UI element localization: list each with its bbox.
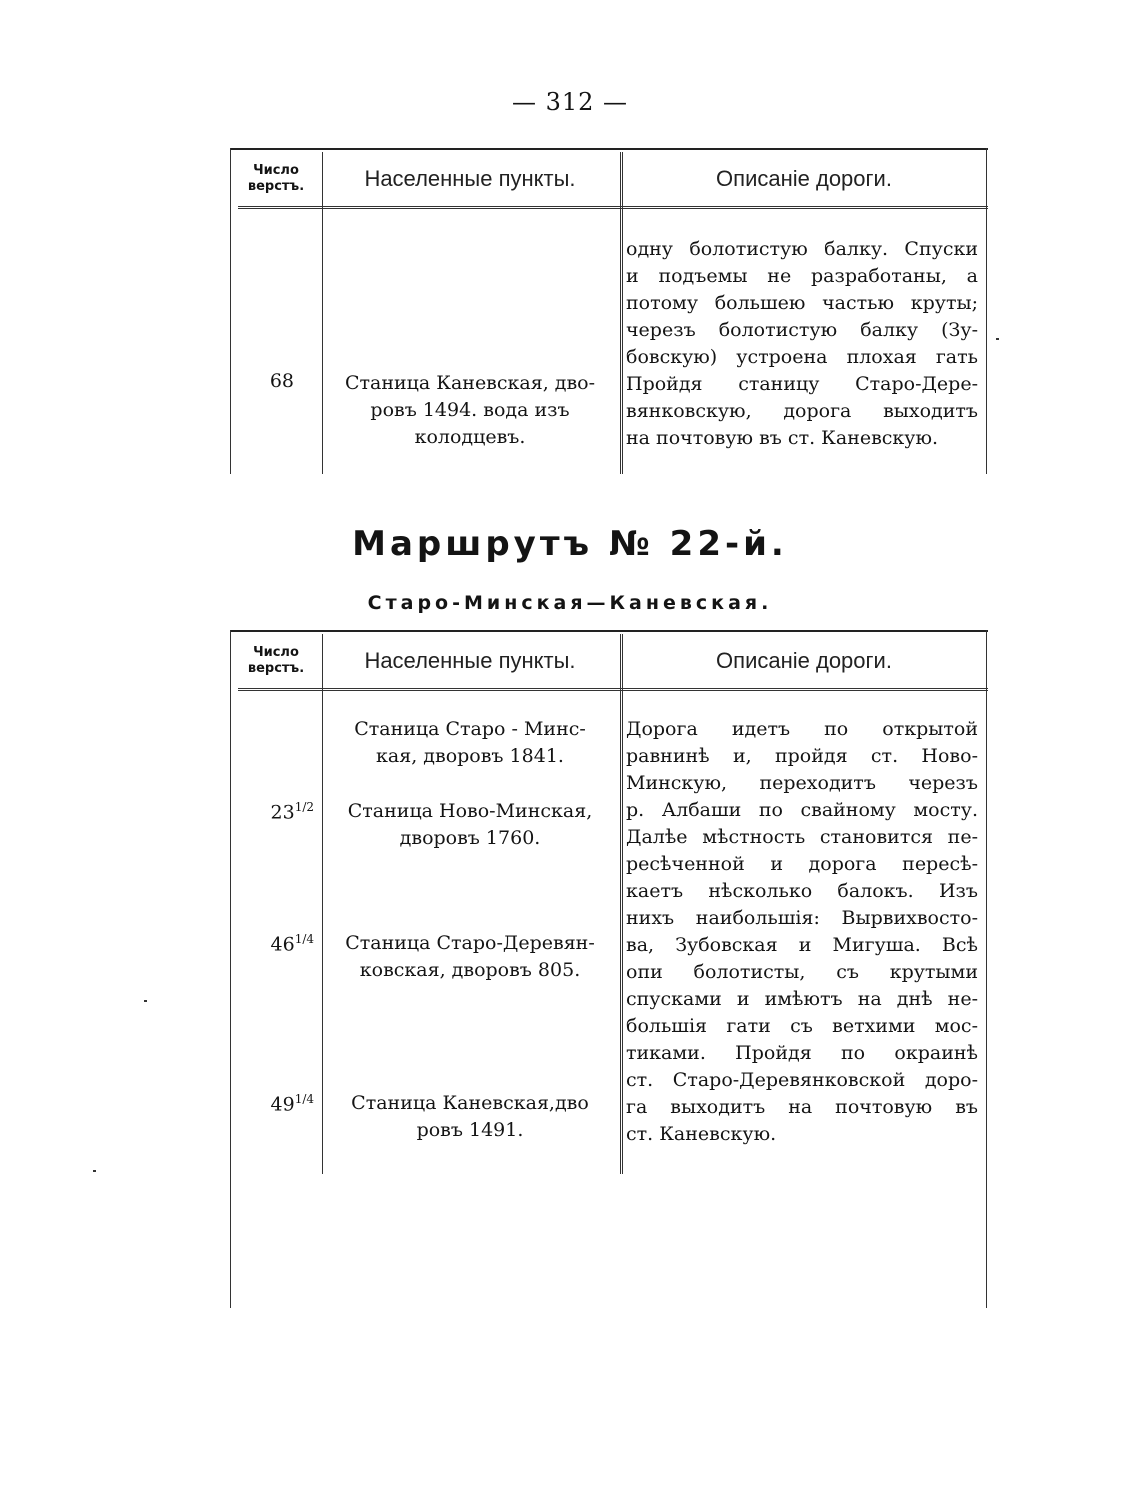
description-line: ст. Старо-Деревянковской доро- (626, 1069, 978, 1091)
row-settlement (328, 1090, 612, 1144)
description-line: ресѣченной и дорога пересѣ- (626, 853, 978, 875)
header-settlements: Населенные пункты. (364, 648, 576, 673)
row-settlement (328, 930, 612, 984)
description-line: Далѣе мѣстность становится пе- (626, 826, 978, 848)
settlement-line: Станица Каневская,дво (351, 1092, 589, 1114)
header-rule (238, 688, 988, 691)
description-line: спусками и имѣютъ на днѣ не- (626, 988, 978, 1010)
row-versts (230, 800, 314, 823)
settlement-line: кая, дворовъ 1841. (376, 745, 564, 767)
settlement-line: Станица Ново-Минская, (347, 800, 593, 822)
header-versts: Число верстъ. (247, 163, 305, 194)
versts-whole: 46 (270, 933, 295, 956)
row-settlement (328, 370, 612, 451)
description-line: р. Албаши по свайному мосту. (626, 799, 978, 821)
description-line: на почтовую въ ст. Каневскую. (626, 427, 939, 449)
table-left-border (230, 630, 231, 1308)
header-settlements: Населенные пункты. (364, 166, 576, 191)
row-versts (230, 1092, 314, 1115)
versts-whole: 49 (270, 1093, 295, 1116)
description-line: вянковскую, дорога выходитъ (626, 400, 978, 422)
route-table-continued (230, 148, 988, 474)
settlement-line: дворовъ 1760. (399, 827, 541, 849)
table-header (230, 630, 988, 690)
versts-whole: 23 (270, 801, 295, 824)
route-title: Маршрутъ № 22-й. (352, 524, 788, 564)
row-versts: 68 (269, 370, 294, 392)
versts-fraction: 1/4 (294, 1092, 314, 1106)
versts-fraction: 1/2 (294, 800, 314, 814)
description-line: опи болотисты, съ крутыми (626, 961, 978, 983)
table-right-border (986, 630, 987, 1308)
settlement-line: Станица Старо-Деревян- (345, 932, 595, 954)
stray-mark (144, 1000, 147, 1002)
header-versts: Число верстъ. (247, 645, 305, 676)
versts-fraction: 1/4 (294, 932, 314, 946)
table-left-border (230, 148, 231, 474)
header-rule (238, 206, 988, 209)
table-header (230, 148, 988, 208)
settlement-line: ровъ 1494. вода изъ (370, 399, 570, 421)
header-road-description: Описаніе дороги. (716, 648, 892, 673)
settlement-line: Станица Старо - Минс- (354, 718, 586, 740)
description-line: большія гати съ ветхими мос- (626, 1015, 978, 1037)
row-description (626, 236, 978, 452)
route-table-22 (230, 630, 988, 1308)
column-divider (620, 152, 623, 474)
settlement-line: ровъ 1491. (416, 1119, 524, 1141)
settlement-line: Станица Каневская, дво- (344, 372, 596, 394)
route-subtitle: Старо-Минская—Каневская. (367, 592, 773, 614)
row-description (626, 716, 978, 1148)
description-line: бовскую) устроена плохая гать (626, 346, 978, 368)
column-divider (322, 152, 323, 474)
row-versts (230, 932, 314, 955)
settlement-line: ковская, дворовъ 805. (359, 959, 581, 981)
description-line: равнинѣ и, пройдя ст. Ново- (626, 745, 978, 767)
description-line: одну болотистую балку. Спуски (626, 238, 978, 260)
row-settlement (328, 798, 612, 852)
description-line: га выходитъ на почтовую въ (626, 1096, 978, 1118)
stray-mark (996, 338, 999, 340)
description-line: и подъемы не разработаны, а (626, 265, 978, 287)
stray-mark (93, 1170, 96, 1172)
description-line: Пройдя станицу Старо-Дере- (626, 373, 978, 395)
description-line: потому большею частью круты; (626, 292, 978, 314)
description-line: ст. Каневскую. (626, 1123, 777, 1145)
header-road-description: Описаніе дороги. (716, 166, 892, 191)
settlement-line: колодцевъ. (414, 426, 526, 448)
row-settlement (328, 716, 612, 770)
column-divider (620, 634, 623, 1174)
page-number: — 312 — (511, 88, 629, 116)
description-line: Дорога идетъ по открытой (626, 718, 978, 740)
description-line: Минскую, переходитъ черезъ (626, 772, 978, 794)
description-line: черезъ болотистую балку (Зу- (626, 319, 978, 341)
description-line: тиками. Пройдя по окраинѣ (626, 1042, 978, 1064)
description-line: нихъ наибольшія: Вырвихвосто- (626, 907, 978, 929)
description-line: ва, Зубовская и Мигуша. Всѣ (626, 934, 978, 956)
description-line: каетъ нѣсколько балокъ. Изъ (626, 880, 978, 902)
column-divider (322, 634, 323, 1174)
table-right-border (986, 148, 987, 474)
